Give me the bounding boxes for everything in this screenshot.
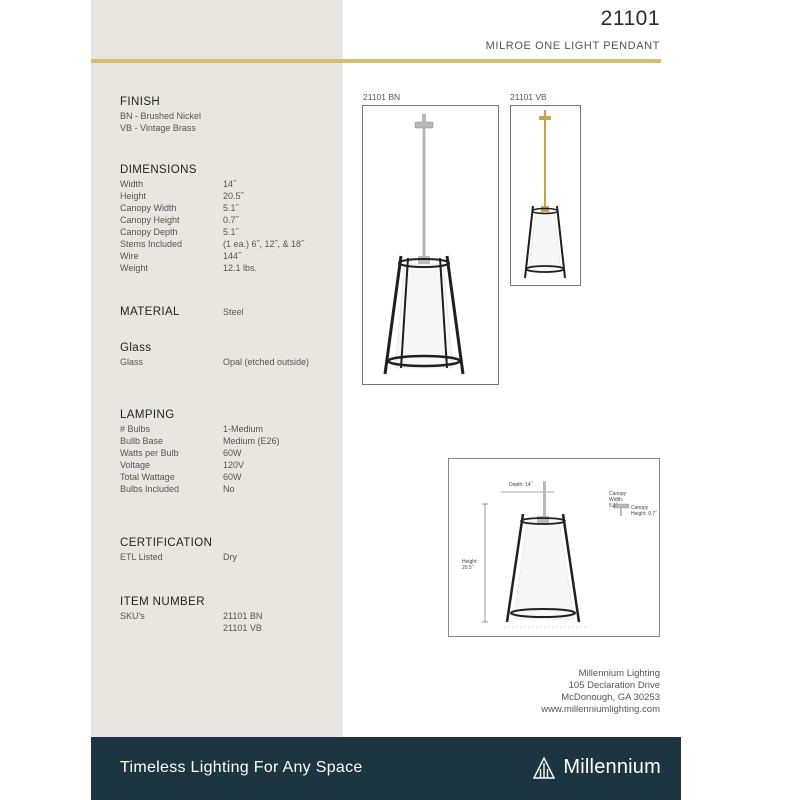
spec-value: (1 ea.) 6˝, 12˝, & 18˝: [223, 239, 305, 249]
millennium-logo-icon: [533, 757, 555, 779]
item-number-section: [120, 596, 350, 634]
spec-value: No: [223, 484, 235, 494]
spec-row: [120, 214, 350, 226]
lamping-section: [120, 409, 350, 495]
spec-label: Wire: [120, 251, 139, 261]
spec-value: 120V: [223, 460, 245, 470]
spec-row: [120, 610, 350, 622]
spec-row: [120, 483, 350, 495]
product-label-bn: 21101 BN: [363, 92, 401, 102]
spec-label: Total Wattage: [120, 472, 175, 482]
spec-label: Stems Included: [120, 239, 183, 249]
spec-label: Bullb Base: [120, 436, 164, 446]
spec-value: 1-Medium: [223, 424, 264, 434]
lamping-heading: LAMPING: [120, 409, 175, 421]
spec-row: [120, 551, 350, 563]
canopy-width-label: Canopy Width: 5.1˝: [609, 491, 627, 509]
company-website-link[interactable]: www.millenniumlighting.com: [541, 704, 660, 715]
sku-value: 21101 VB: [223, 623, 262, 633]
spec-value: 12.1 lbs.: [223, 263, 258, 273]
item-number-heading: ITEM NUMBER: [120, 596, 205, 608]
glass-section: [120, 342, 350, 368]
company-name: Millennium Lighting: [578, 668, 660, 679]
glass-heading: Glass: [120, 342, 152, 354]
spec-row: [120, 250, 350, 262]
spec-value: 60W: [223, 472, 242, 482]
spec-row: [120, 447, 350, 459]
spec-row: [120, 226, 350, 238]
dimensions-heading: DIMENSIONS: [120, 164, 197, 176]
spec-row: [120, 238, 350, 250]
spec-row: [120, 435, 350, 447]
spec-label: Canopy Width: [120, 203, 177, 213]
product-title: MILROE ONE LIGHT PENDANT: [485, 40, 660, 52]
spec-value: 0.7˝: [223, 215, 239, 225]
footer-tagline: Timeless Lighting For Any Space: [120, 759, 363, 776]
spec-row: [120, 471, 350, 483]
spec-value: 20.5˝: [223, 191, 244, 201]
finish-heading: FINISH: [120, 96, 161, 108]
spec-row: [120, 190, 350, 202]
spec-row: [120, 202, 350, 214]
spec-row: [120, 178, 350, 190]
spec-row: [120, 262, 350, 274]
spec-label: Voltage: [120, 460, 151, 470]
brand-lockup: [533, 756, 661, 779]
spec-label: Bulbs Included: [120, 484, 180, 494]
footer-bar: [91, 737, 681, 800]
spec-label: SKU's: [120, 611, 145, 621]
dimensions-section: [120, 164, 350, 274]
header-divider: [91, 59, 661, 63]
spec-label: Canopy Height: [120, 215, 180, 225]
material-value: Steel: [223, 307, 244, 317]
product-label-vb: 21101 VB: [510, 92, 547, 102]
sku-value: 21101 BN: [223, 611, 263, 621]
spec-value: Dry: [223, 552, 237, 562]
canopy-height-label: Canopy Height: 0.7˝: [631, 505, 657, 517]
depth-label: Depth: 14˝: [509, 482, 533, 488]
spec-label: Weight: [120, 263, 148, 273]
spec-value: 5.1˝: [223, 227, 239, 237]
certification-heading: CERTIFICATION: [120, 537, 213, 549]
spec-label: Watts per Bulb: [120, 448, 179, 458]
product-image-vb: [510, 105, 581, 286]
finish-option: BN - Brushed Nickel: [120, 111, 202, 121]
pendant-icon: [511, 106, 580, 285]
material-section: [120, 306, 350, 320]
height-label: Height: 20.5˝: [462, 559, 478, 571]
spec-value: 60W: [223, 448, 242, 458]
spec-row: [120, 459, 350, 471]
spec-label: Height: [120, 191, 147, 201]
spec-row: [120, 423, 350, 435]
product-image-bn: [362, 105, 499, 385]
spec-row: [120, 622, 350, 634]
spec-value: Opal (etched outside): [223, 357, 310, 367]
spec-value: 144˝: [223, 251, 242, 261]
finish-option: VB - Vintage Brass: [120, 123, 196, 133]
spec-label: # Bulbs: [120, 424, 151, 434]
pendant-icon: [363, 106, 498, 384]
certification-section: [120, 537, 350, 563]
spec-row: [120, 356, 350, 368]
spec-value: Medium (E26): [223, 436, 280, 446]
dimension-drawing: [448, 458, 660, 637]
spec-value: 14˝: [223, 179, 237, 189]
company-address-line1: 105 Declaration Drive: [568, 680, 660, 691]
dimension-drawing-icon: [449, 459, 659, 636]
spec-label: Width: [120, 179, 144, 189]
material-heading: MATERIAL: [120, 306, 180, 318]
spec-label: Glass: [120, 357, 144, 367]
finish-section: [120, 96, 350, 134]
company-info: [541, 668, 660, 716]
spec-label: Canopy Depth: [120, 227, 178, 237]
brand-name: Millennium: [563, 756, 661, 778]
product-number: 21101: [600, 7, 660, 30]
spec-value: 5.1˝: [223, 203, 239, 213]
spec-row: [120, 306, 350, 320]
spec-label: ETL Listed: [120, 552, 163, 562]
company-address-line2: McDonough, GA 30253: [561, 692, 660, 703]
